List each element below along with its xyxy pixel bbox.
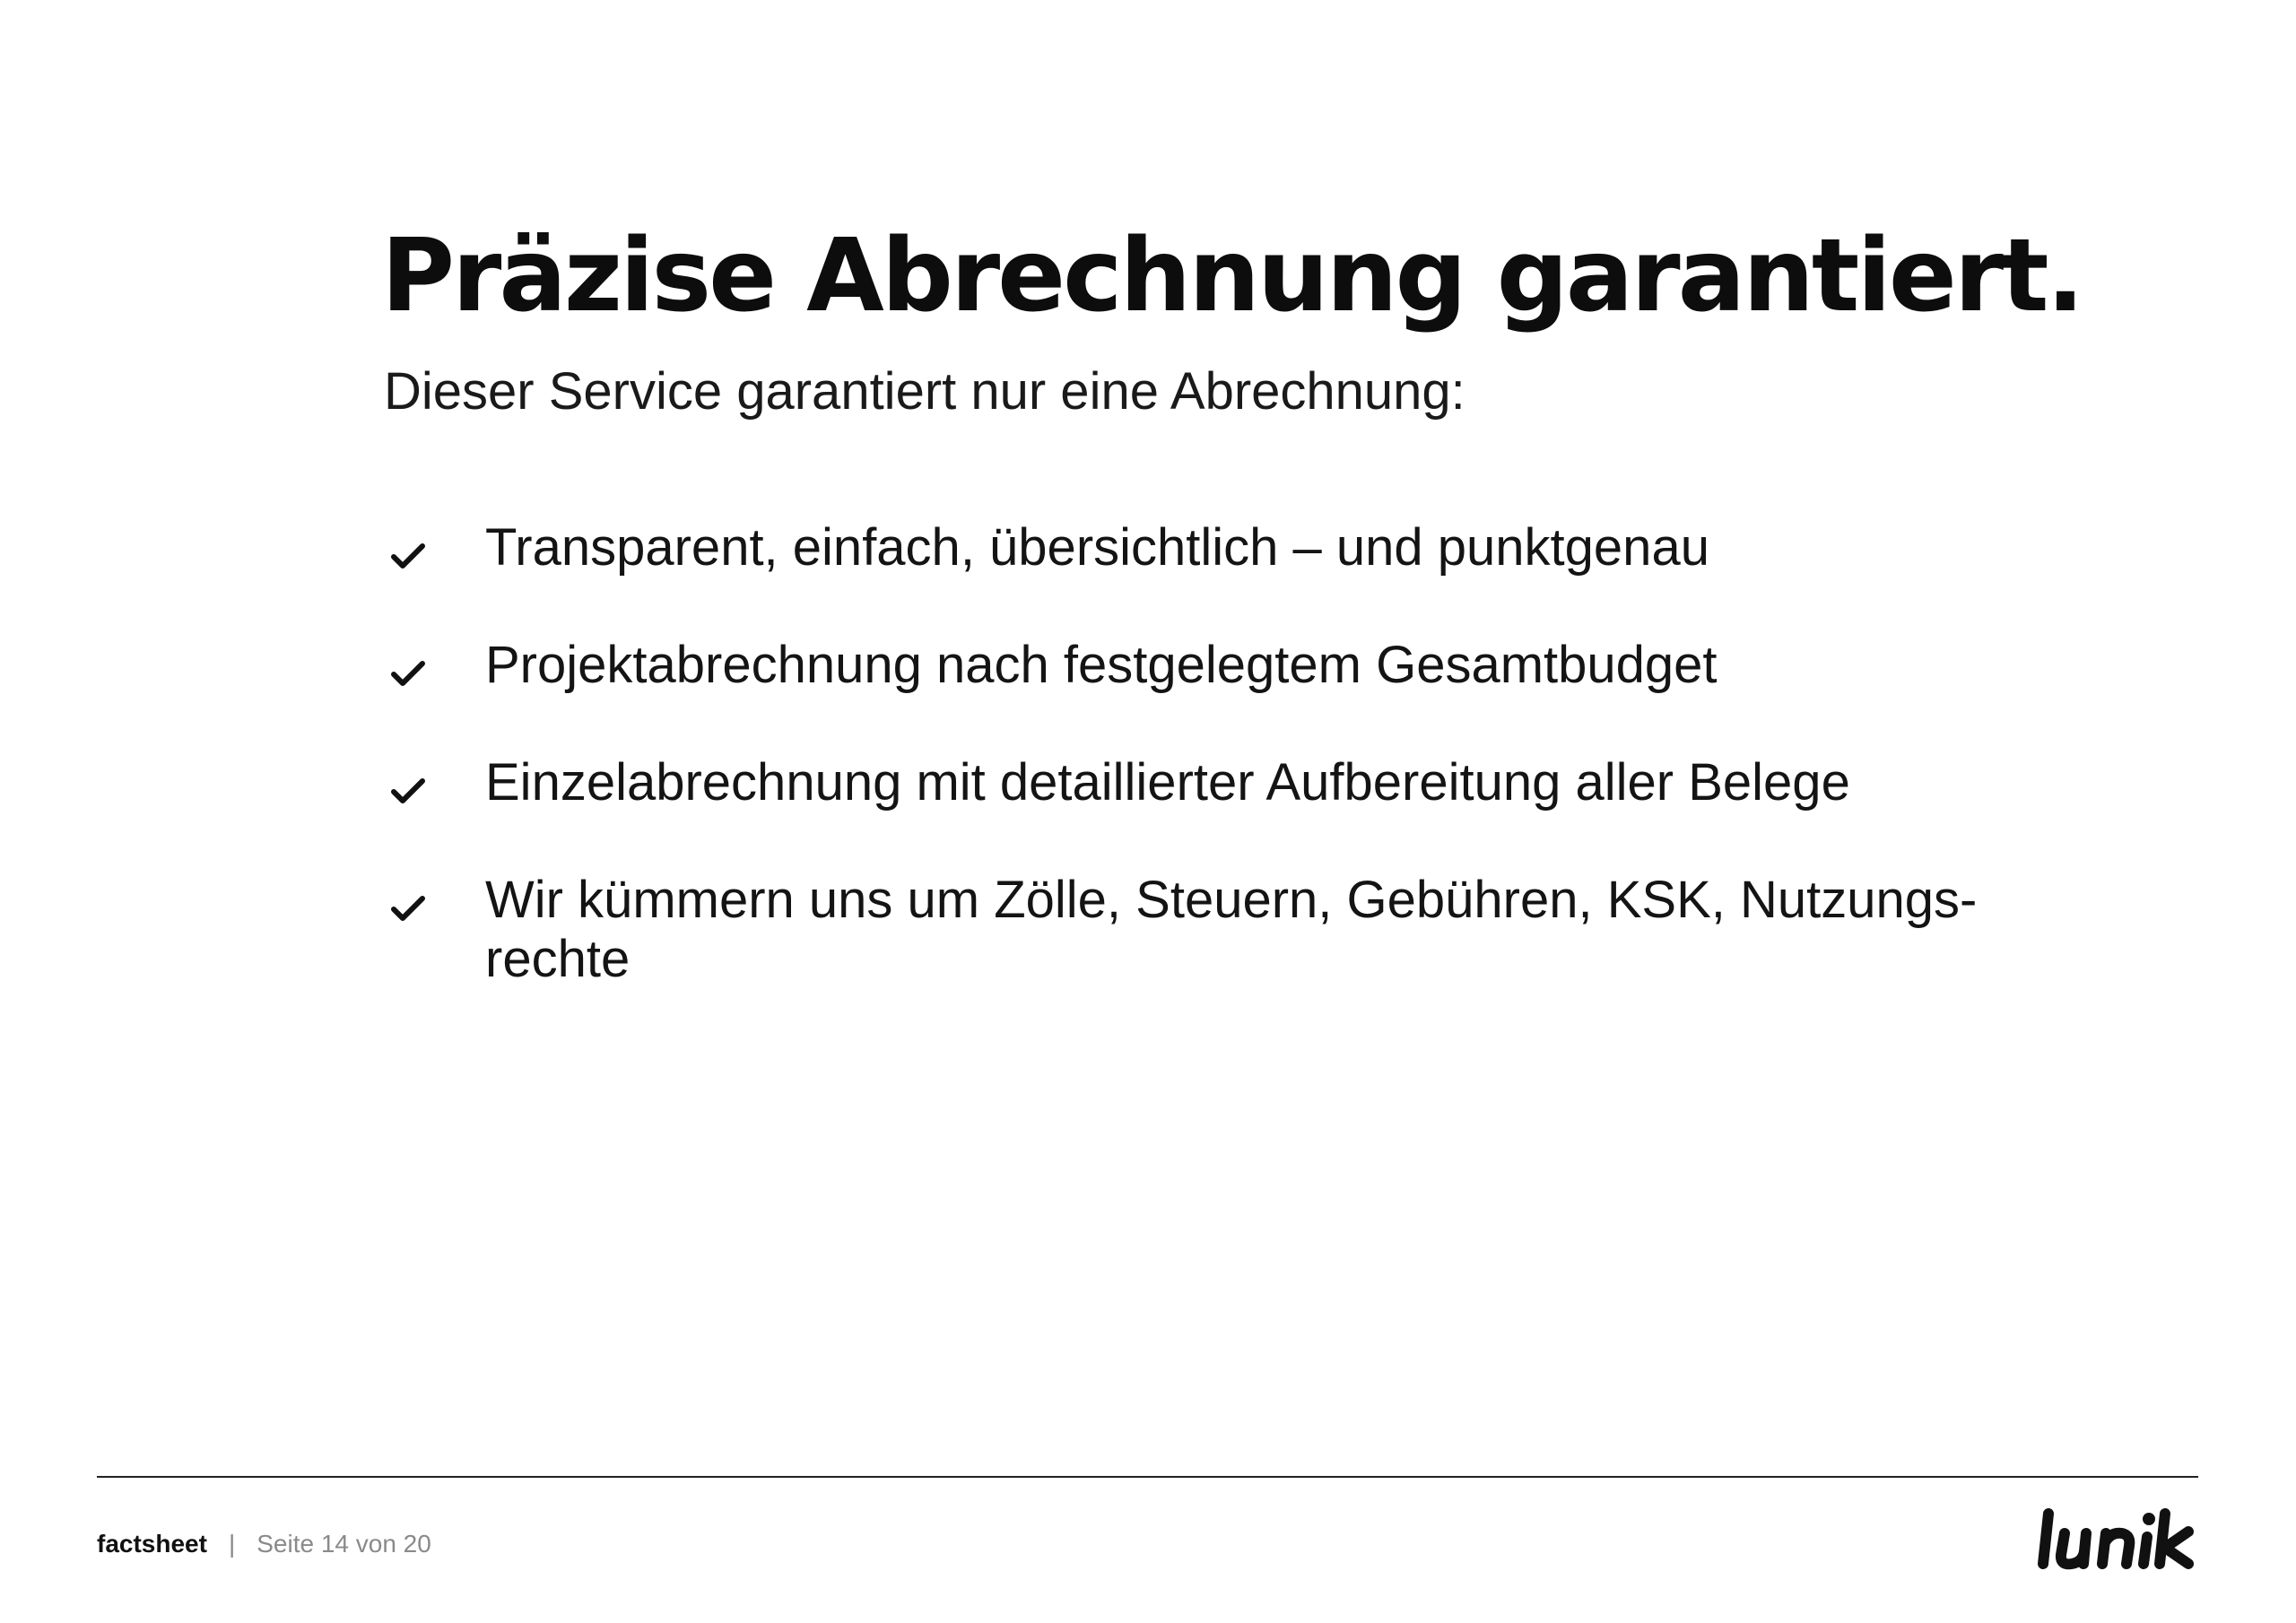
page-number: Seite 14 von 20 (257, 1530, 431, 1558)
footer (97, 1524, 431, 1564)
list-item-line: rechte (485, 930, 631, 988)
list-item-line: Einzelabrechnung mit detaillierter Aufbereitung aller Belege (485, 753, 1850, 812)
check-icon (390, 777, 426, 805)
page-subtitle: Dieser Service garantiert nur eine Abrechnung: (384, 362, 1465, 421)
list-item-line: Transparent, einfach, übersichtlich – und punktgenau (485, 518, 1709, 577)
list-item-line: Projektabrechnung nach festgelegtem Gesamtbudget (485, 636, 1718, 694)
page-title: Präzise Abrechnung garantiert. (381, 218, 2083, 334)
footer-separator: | (228, 1530, 236, 1558)
list-item-text (485, 636, 1992, 695)
check-icon (390, 659, 426, 688)
lunik-logo (2034, 1506, 2201, 1575)
footer-divider (97, 1476, 2198, 1478)
list-item-line: Wir kümmern uns um Zölle, Steuern, Gebühren, KSK, Nutzungs- (485, 871, 1978, 929)
check-icon (390, 894, 426, 923)
list-item-text (485, 518, 1992, 577)
list-item-text (485, 871, 1992, 989)
check-icon (390, 542, 426, 570)
document-type-label: factsheet (97, 1530, 207, 1558)
list-item-text (485, 753, 1992, 812)
